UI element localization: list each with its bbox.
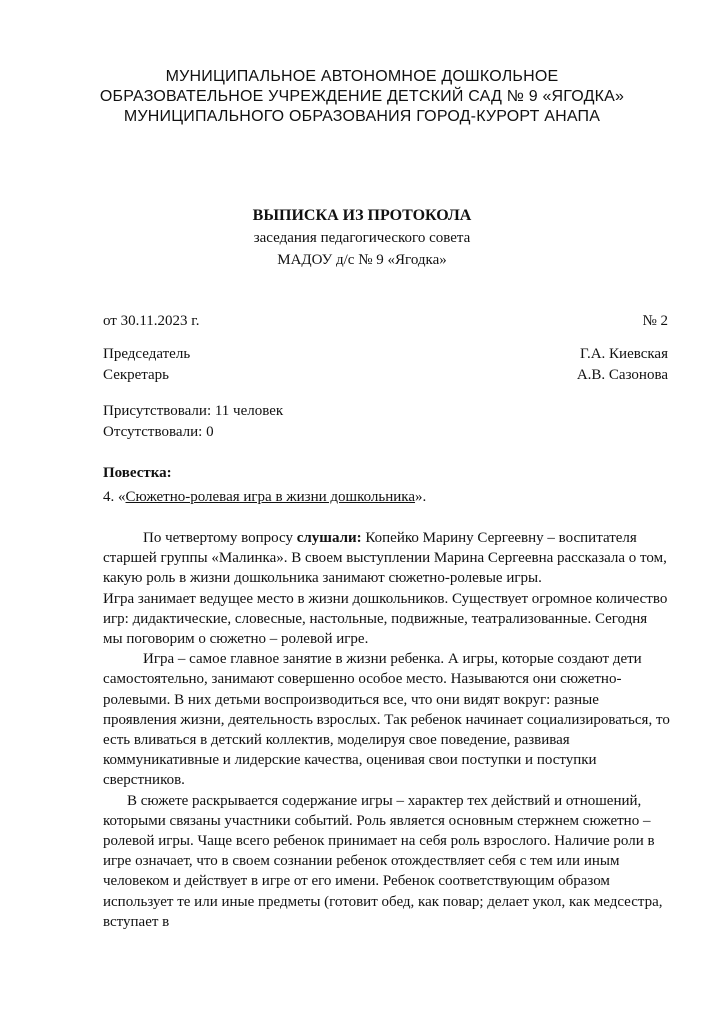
- document-title-block: [0, 205, 724, 271]
- paragraph-3: Игра – самое главное занятие в жизни ребенка. А игры, которые создают дети самостоятельно, занимают совершенно особое место. Называются они сюжетно-ролевыми. В них детьми воспроизводиться все, что они видят вокруг: разные проявления жизни, деятельность взрослых. Так ребенок начинает социализироваться, то есть вливаться в детский коллектив, моделируя свое поведение, развивая коммуникативные и лидерские качества, оценивая свои поступки и поступки сверстников.: [103, 651, 670, 789]
- agenda-item-suffix: ».: [415, 489, 427, 505]
- secretary-name: А.В. Сазонова: [576, 367, 668, 383]
- attendance-present: Присутствовали: 11 человек: [103, 403, 284, 419]
- chair-row: [103, 344, 668, 365]
- paragraph-1: [103, 528, 670, 589]
- organization-header: [0, 67, 724, 127]
- protocol-body: [103, 528, 670, 932]
- agenda-heading: Повестка:: [103, 465, 172, 481]
- attendance-absent: Отсутствовали: 0: [103, 424, 214, 440]
- protocol-date: от 30.11.2023 г.: [103, 313, 200, 329]
- paragraph-2: Игра занимает ведущее место в жизни дошкольников. Существует огромное количество игр: дидактические, словесные, настольные, подвижные, театрализованные. Сегодня мы поговорим о сюжетно – ролевой игре.: [103, 590, 668, 648]
- agenda-item: [103, 487, 426, 508]
- paragraph-4: В сюжете раскрывается содержание игры – характер тех действий и отношений, которыми связаны участники событий. Роль является основным стержнем сюжетно – ролевой игры. Чаще всего ребенок принимает на себя роль взрослого. Наличие роли в игре означает, что в своем сознании ребенок отождествляет себя с тем или иным человеком и действует в игре от его имени. Ребенок соответствующим образом использует те или иные предметы (готовит обед, как повар; делает укол, как медсестра, вступает в: [103, 792, 663, 930]
- paragraph-1-start: По четвертому вопросу: [143, 530, 297, 546]
- org-line-3: МУНИЦИПАЛЬНОГО ОБРАЗОВАНИЯ ГОРОД-КУРОРТ АНАПА: [123, 108, 601, 125]
- agenda-item-title: Сюжетно-ролевая игра в жизни дошкольника: [125, 489, 416, 505]
- date-number-row: [103, 311, 668, 332]
- secretary-label: Секретарь: [103, 367, 170, 383]
- document-subtitle-1: заседания педагогического совета: [253, 230, 471, 246]
- paragraph-1-bold: слушали:: [296, 530, 362, 546]
- secretary-row: [103, 365, 668, 386]
- agenda-item-prefix: 4. «: [103, 489, 126, 505]
- protocol-number: № 2: [642, 313, 668, 329]
- document-subtitle-2: МАДОУ д/с № 9 «Ягодка»: [277, 252, 447, 268]
- chair-name: Г.А. Киевская: [579, 346, 668, 362]
- org-line-2: ОБРАЗОВАТЕЛЬНОЕ УЧРЕЖДЕНИЕ ДЕТСКИЙ САД № 9 «ЯГОДКА»: [99, 88, 625, 105]
- org-line-1: МУНИЦИПАЛЬНОЕ АВТОНОМНОЕ ДОШКОЛЬНОЕ: [165, 68, 559, 85]
- chair-label: Председатель: [103, 346, 191, 362]
- document-title: ВЫПИСКА ИЗ ПРОТОКОЛА: [252, 207, 472, 224]
- paragraph-1-rest: Копейко Марину Сергеевну – воспитателя старшей группы «Малинка». В своем выступлении Марина Сергеевна рассказала о том, какую роль в жизни дошкольника занимают сюжетно-ролевые игры.: [103, 530, 667, 587]
